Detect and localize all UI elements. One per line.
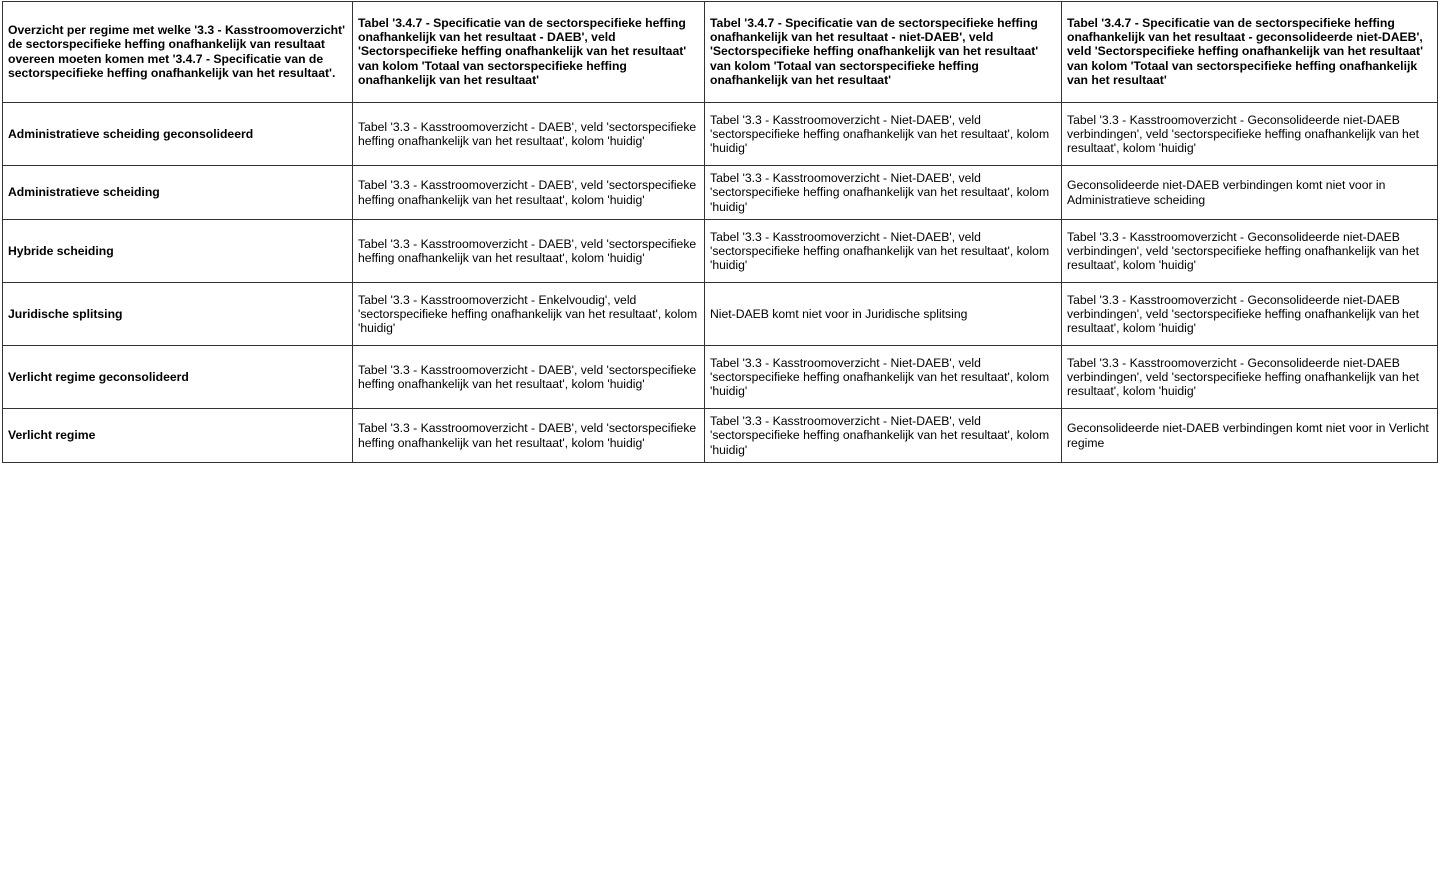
header-geconsolideerd-niet-daeb: Tabel '3.4.7 - Specificatie van de sectorspecifieke heffing onafhankelijk van het resultaat - geconsolideerde niet-DAEB', veld 'Sectorspecifieke heffing onafhankelijk van het resultaat' van kolom 'Totaal van sectorspecifieke heffing onafhankelijk van het resultaat': [1062, 2, 1438, 103]
daeb-cell: Tabel '3.3 - Kasstroomoverzicht - DAEB', veld 'sectorspecifieke heffing onafhankelijk van het resultaat', kolom 'huidig': [353, 166, 705, 220]
table-row: [3, 409, 1438, 463]
table-row: [3, 103, 1438, 166]
geconsolideerd-cell: Tabel '3.3 - Kasstroomoverzicht - Geconsolideerde niet-DAEB verbindingen', veld 'sectorspecifieke heffing onafhankelijk van het resultaat', kolom 'huidig': [1062, 283, 1438, 346]
daeb-cell: Tabel '3.3 - Kasstroomoverzicht - DAEB', veld 'sectorspecifieke heffing onafhankelijk van het resultaat', kolom 'huidig': [353, 409, 705, 463]
header-overview: Overzicht per regime met welke '3.3 - Kasstroomoverzicht' de sectorspecifieke heffing onafhankelijk van resultaat overeen moeten komen met '3.4.7 - Specificatie van de sectorspecifieke heffing onafhankelijk van het resultaat'.: [3, 2, 353, 103]
regime-label: Juridische splitsing: [3, 283, 353, 346]
table-header-row: [3, 2, 1438, 103]
geconsolideerd-cell: Tabel '3.3 - Kasstroomoverzicht - Geconsolideerde niet-DAEB verbindingen', veld 'sectorspecifieke heffing onafhankelijk van het resultaat', kolom 'huidig': [1062, 346, 1438, 409]
regime-label: Verlicht regime: [3, 409, 353, 463]
header-niet-daeb: Tabel '3.4.7 - Specificatie van de sectorspecifieke heffing onafhankelijk van het resultaat - niet-DAEB', veld 'Sectorspecifieke heffing onafhankelijk van het resultaat' van kolom 'Totaal van sectorspecifieke heffing onafhankelijk van het resultaat': [705, 2, 1062, 103]
niet-daeb-cell: Tabel '3.3 - Kasstroomoverzicht - Niet-DAEB', veld 'sectorspecifieke heffing onafhankelijk van het resultaat', kolom 'huidig': [705, 346, 1062, 409]
regime-label: Administratieve scheiding: [3, 166, 353, 220]
niet-daeb-cell: Tabel '3.3 - Kasstroomoverzicht - Niet-DAEB', veld 'sectorspecifieke heffing onafhankelijk van het resultaat', kolom 'huidig': [705, 166, 1062, 220]
header-daeb: Tabel '3.4.7 - Specificatie van de sectorspecifieke heffing onafhankelijk van het resultaat - DAEB', veld 'Sectorspecifieke heffing onafhankelijk van het resultaat' van kolom 'Totaal van sectorspecifieke heffing onafhankelijk van het resultaat': [353, 2, 705, 103]
geconsolideerd-cell: Tabel '3.3 - Kasstroomoverzicht - Geconsolideerde niet-DAEB verbindingen', veld 'sectorspecifieke heffing onafhankelijk van het resultaat', kolom 'huidig': [1062, 103, 1438, 166]
regime-label: Hybride scheiding: [3, 220, 353, 283]
daeb-cell: Tabel '3.3 - Kasstroomoverzicht - DAEB', veld 'sectorspecifieke heffing onafhankelijk van het resultaat', kolom 'huidig': [353, 220, 705, 283]
daeb-cell: Tabel '3.3 - Kasstroomoverzicht - DAEB', veld 'sectorspecifieke heffing onafhankelijk van het resultaat', kolom 'huidig': [353, 103, 705, 166]
regime-label: Administratieve scheiding geconsolideerd: [3, 103, 353, 166]
table-row: [3, 283, 1438, 346]
niet-daeb-cell: Tabel '3.3 - Kasstroomoverzicht - Niet-DAEB', veld 'sectorspecifieke heffing onafhankelijk van het resultaat', kolom 'huidig': [705, 220, 1062, 283]
table-row: [3, 166, 1438, 220]
niet-daeb-cell: Tabel '3.3 - Kasstroomoverzicht - Niet-DAEB', veld 'sectorspecifieke heffing onafhankelijk van het resultaat', kolom 'huidig': [705, 103, 1062, 166]
table-row: [3, 346, 1438, 409]
daeb-cell: Tabel '3.3 - Kasstroomoverzicht - DAEB', veld 'sectorspecifieke heffing onafhankelijk van het resultaat', kolom 'huidig': [353, 346, 705, 409]
niet-daeb-cell: Niet-DAEB komt niet voor in Juridische splitsing: [705, 283, 1062, 346]
regime-mapping-table: [2, 1, 1438, 463]
niet-daeb-cell: Tabel '3.3 - Kasstroomoverzicht - Niet-DAEB', veld 'sectorspecifieke heffing onafhankelijk van het resultaat', kolom 'huidig': [705, 409, 1062, 463]
geconsolideerd-cell: Geconsolideerde niet-DAEB verbindingen komt niet voor in Administratieve scheiding: [1062, 166, 1438, 220]
table-row: [3, 220, 1438, 283]
daeb-cell: Tabel '3.3 - Kasstroomoverzicht - Enkelvoudig', veld 'sectorspecifieke heffing onafhankelijk van het resultaat', kolom 'huidig': [353, 283, 705, 346]
geconsolideerd-cell: Tabel '3.3 - Kasstroomoverzicht - Geconsolideerde niet-DAEB verbindingen', veld 'sectorspecifieke heffing onafhankelijk van het resultaat', kolom 'huidig': [1062, 220, 1438, 283]
regime-label: Verlicht regime geconsolideerd: [3, 346, 353, 409]
geconsolideerd-cell: Geconsolideerde niet-DAEB verbindingen komt niet voor in Verlicht regime: [1062, 409, 1438, 463]
